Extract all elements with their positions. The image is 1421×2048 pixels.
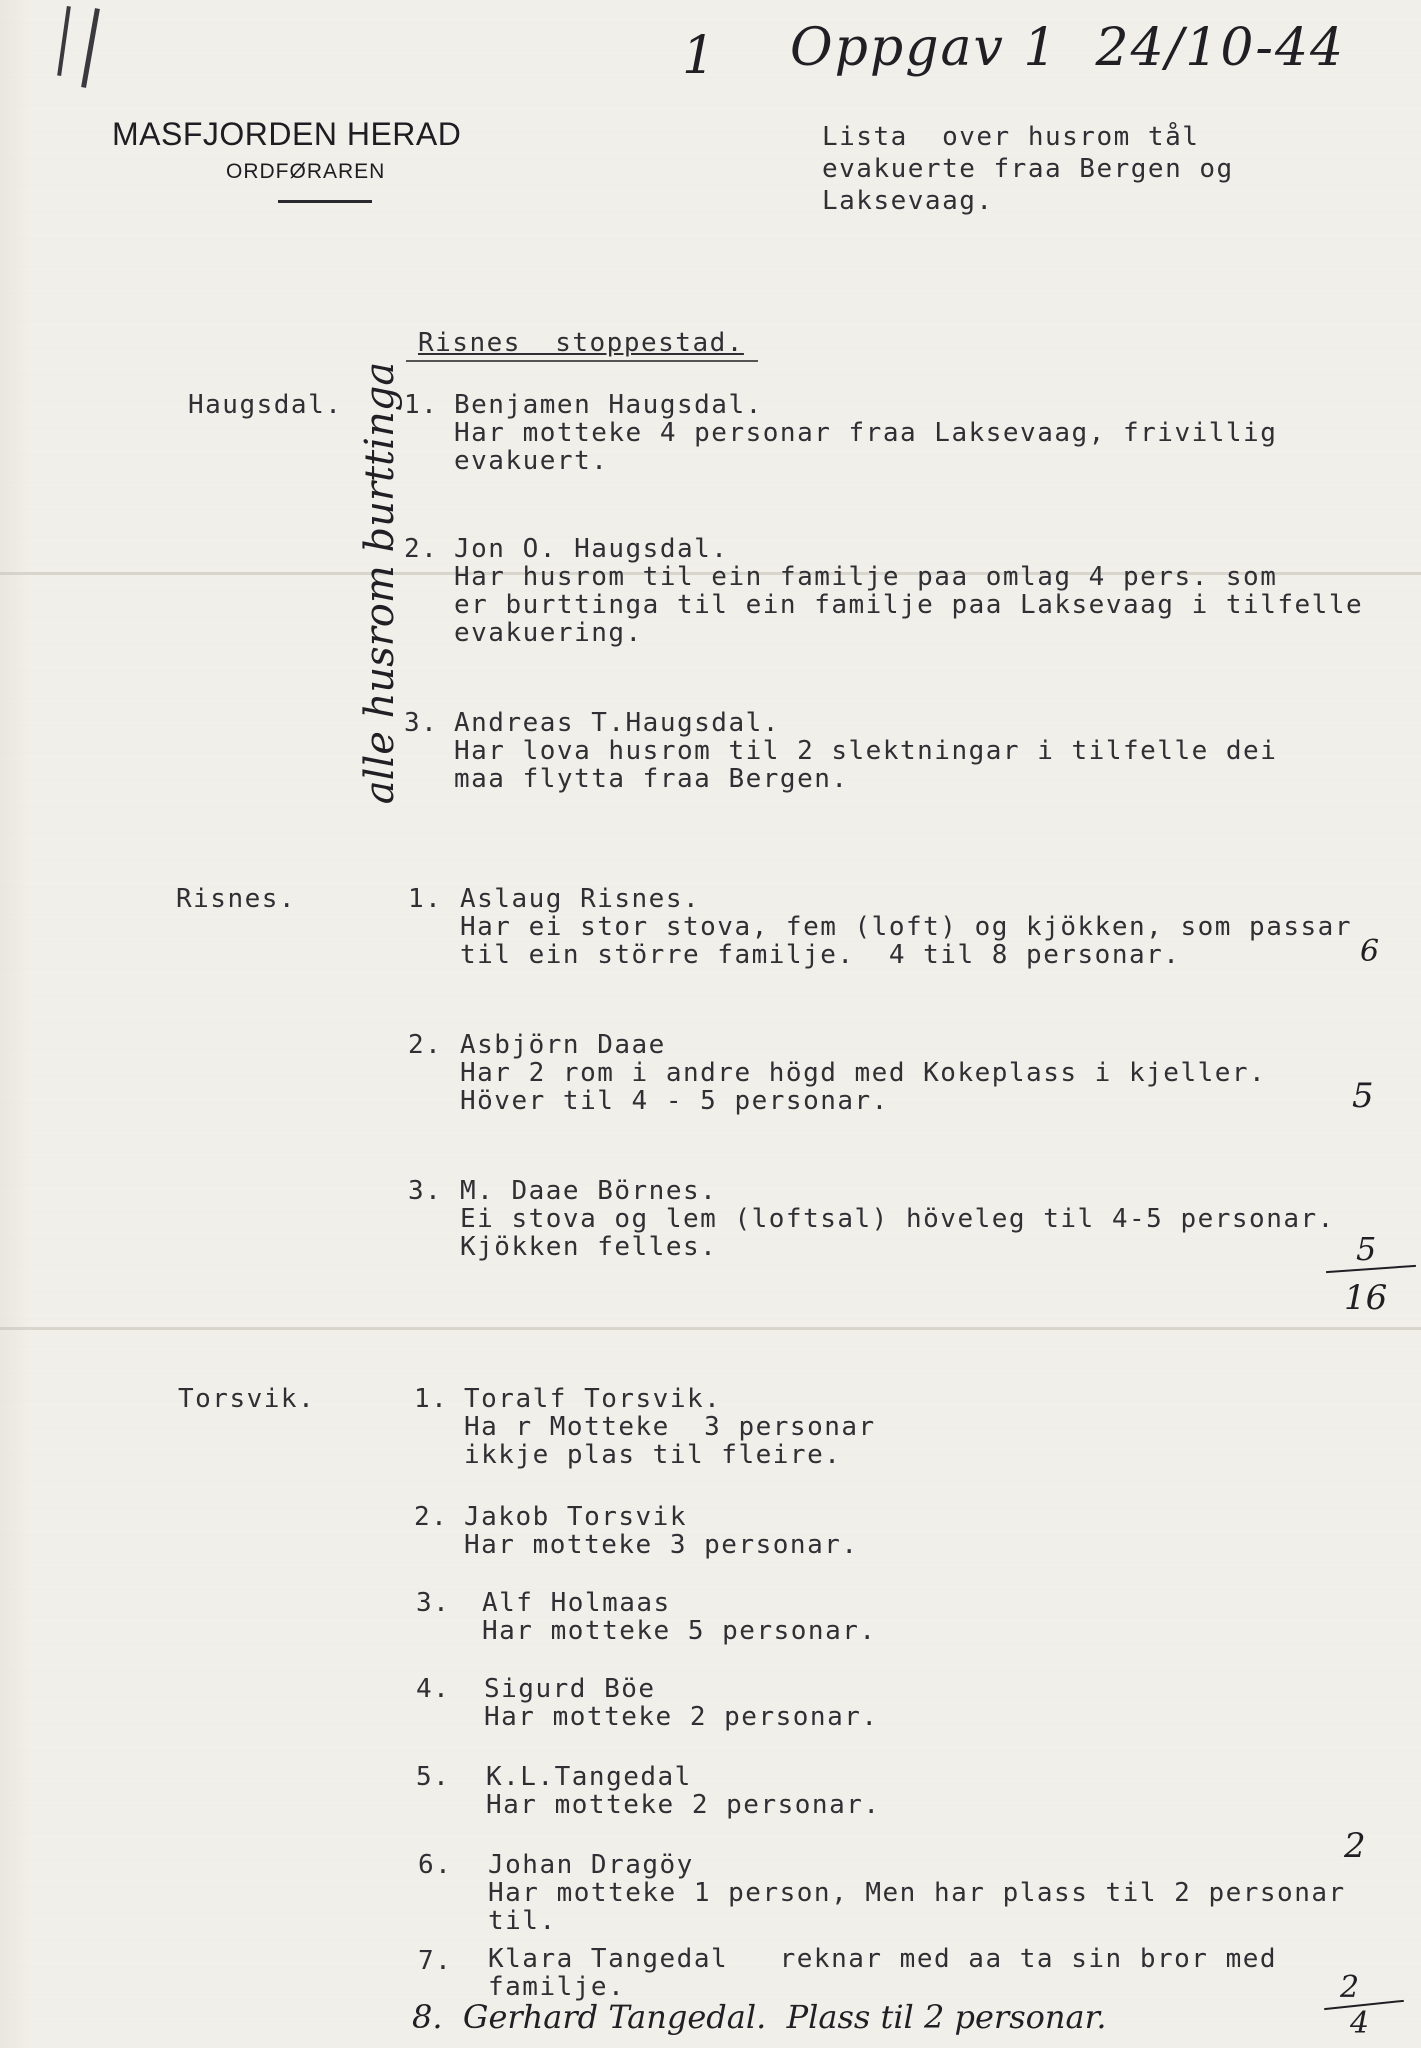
entry-number: 2. — [408, 1030, 443, 1060]
entry-number: 2. — [404, 534, 439, 564]
entry-line: er burttinga til ein familje paa Laksevaag i tilfelle — [454, 590, 1364, 620]
handwritten-page-number: 1 — [682, 26, 716, 86]
place-label: Risnes. — [176, 884, 297, 914]
entry-line: Klara Tangedal reknar med aa ta sin bror med — [488, 1944, 1278, 1974]
entry-number: 4. — [416, 1674, 451, 1704]
pen-stroke — [57, 6, 71, 76]
entry-line: evakuert. — [454, 446, 609, 476]
entry-line: Asbjörn Daae — [460, 1030, 666, 1060]
section-heading: Risnes stoppestad. — [418, 328, 744, 358]
entry-line: Jakob Torsvik — [464, 1502, 687, 1532]
letterhead-rule — [278, 200, 372, 203]
entry-line: Har motteke 4 personar fraa Laksevaag, frivillig — [454, 418, 1278, 448]
entry-line: Har motteke 3 personar. — [464, 1530, 859, 1560]
doc-title-line-2: evakuerte fraa Bergen og — [822, 154, 1234, 184]
handwritten-date-note: Oppgav 1 24/10-44 — [790, 18, 1346, 78]
entry-line: Jon O. Haugsdal. — [454, 534, 729, 564]
entry-line: Höver til 4 - 5 personar. — [460, 1086, 889, 1116]
entry-line: Har ei stor stova, fem (loft) og kjökken, som passar — [460, 912, 1352, 942]
entry-line: Aslaug Risnes. — [460, 884, 701, 914]
entry-line: Ha r Motteke 3 personar — [464, 1412, 876, 1442]
entry-number: 1. — [404, 390, 439, 420]
entry-line: Har lova husrom til 2 slektningar i tilfelle dei — [454, 736, 1278, 766]
pen-stroke — [81, 8, 100, 88]
entry-number: 3. — [404, 708, 439, 738]
handwritten-count: 2 — [1344, 1826, 1366, 1866]
entry-line: Ei stova og lem (loftsal) höveleg til 4-5 personar. — [460, 1204, 1335, 1234]
doc-title-line-3: Laksevaag. — [822, 186, 994, 216]
entry-number: 5. — [416, 1762, 451, 1792]
entry-number: 3. — [416, 1588, 451, 1618]
section-heading-underline — [406, 360, 758, 362]
entry-line: K.L.Tangedal — [486, 1762, 692, 1792]
place-label: Torsvik. — [178, 1384, 316, 1414]
entry-line: evakuering. — [454, 618, 643, 648]
entry-line: Sigurd Böe — [484, 1674, 656, 1704]
entry-line: til. — [488, 1906, 557, 1936]
entry-line: Toralf Torsvik. — [464, 1384, 722, 1414]
place-label: Haugsdal. — [188, 390, 343, 420]
handwritten-count: 6 — [1360, 934, 1380, 969]
entry-number: 3. — [408, 1176, 443, 1206]
entry-line: Benjamen Haugsdal. — [454, 390, 763, 420]
entry-line: Har husrom til ein familje paa omlag 4 pers. som — [454, 562, 1278, 592]
org-name: MASFJORDEN HERAD — [112, 116, 462, 152]
entry-number: 2. — [414, 1502, 449, 1532]
entry-line: til ein större familje. 4 til 8 personar. — [460, 940, 1181, 970]
entry-line: familje. — [488, 1972, 626, 2002]
handwritten-total: 16 — [1344, 1278, 1388, 1318]
entry-line: Andreas T.Haugsdal. — [454, 708, 780, 738]
entry-line: Johan Dragöy — [488, 1850, 694, 1880]
handwritten-total-denominator: 4 — [1350, 2006, 1370, 2041]
entry-line: Har motteke 2 personar. — [484, 1702, 879, 1732]
entry-line: Alf Holmaas — [482, 1588, 671, 1618]
doc-title-line-1: Lista over husrom tål — [822, 122, 1200, 152]
entry-line: M. Daae Börnes. — [460, 1176, 718, 1206]
handwritten-count: 5 — [1352, 1076, 1374, 1116]
handwritten-count: 5 — [1356, 1230, 1377, 1268]
handwritten-entry-8: 8. Gerhard Tangedal. Plass til 2 personar. — [412, 1998, 1107, 2036]
entry-line: ikkje plas til fleire. — [464, 1440, 842, 1470]
entry-line: Har motteke 5 personar. — [482, 1616, 877, 1646]
entry-line: maa flytta fraa Bergen. — [454, 764, 849, 794]
entry-number: 1. — [414, 1384, 449, 1414]
entry-line: Har motteke 2 personar. — [486, 1790, 881, 1820]
entry-number: 1. — [408, 884, 443, 914]
entry-line: Har 2 rom i andre högd med Kokeplass i kjeller. — [460, 1058, 1267, 1088]
entry-number: 7. — [418, 1946, 453, 1976]
entry-line: Har motteke 1 person, Men har plass til 2 personar — [488, 1878, 1346, 1908]
entry-number: 6. — [418, 1850, 453, 1880]
handwritten-total-numerator: 2 — [1340, 1970, 1360, 2005]
org-sub: ORDFØRAREN — [226, 160, 386, 183]
margin-handwritten-note: alle husrom burttinga — [357, 361, 403, 805]
entry-line: Kjökken felles. — [460, 1232, 718, 1262]
paper-fold — [0, 1327, 1421, 1330]
